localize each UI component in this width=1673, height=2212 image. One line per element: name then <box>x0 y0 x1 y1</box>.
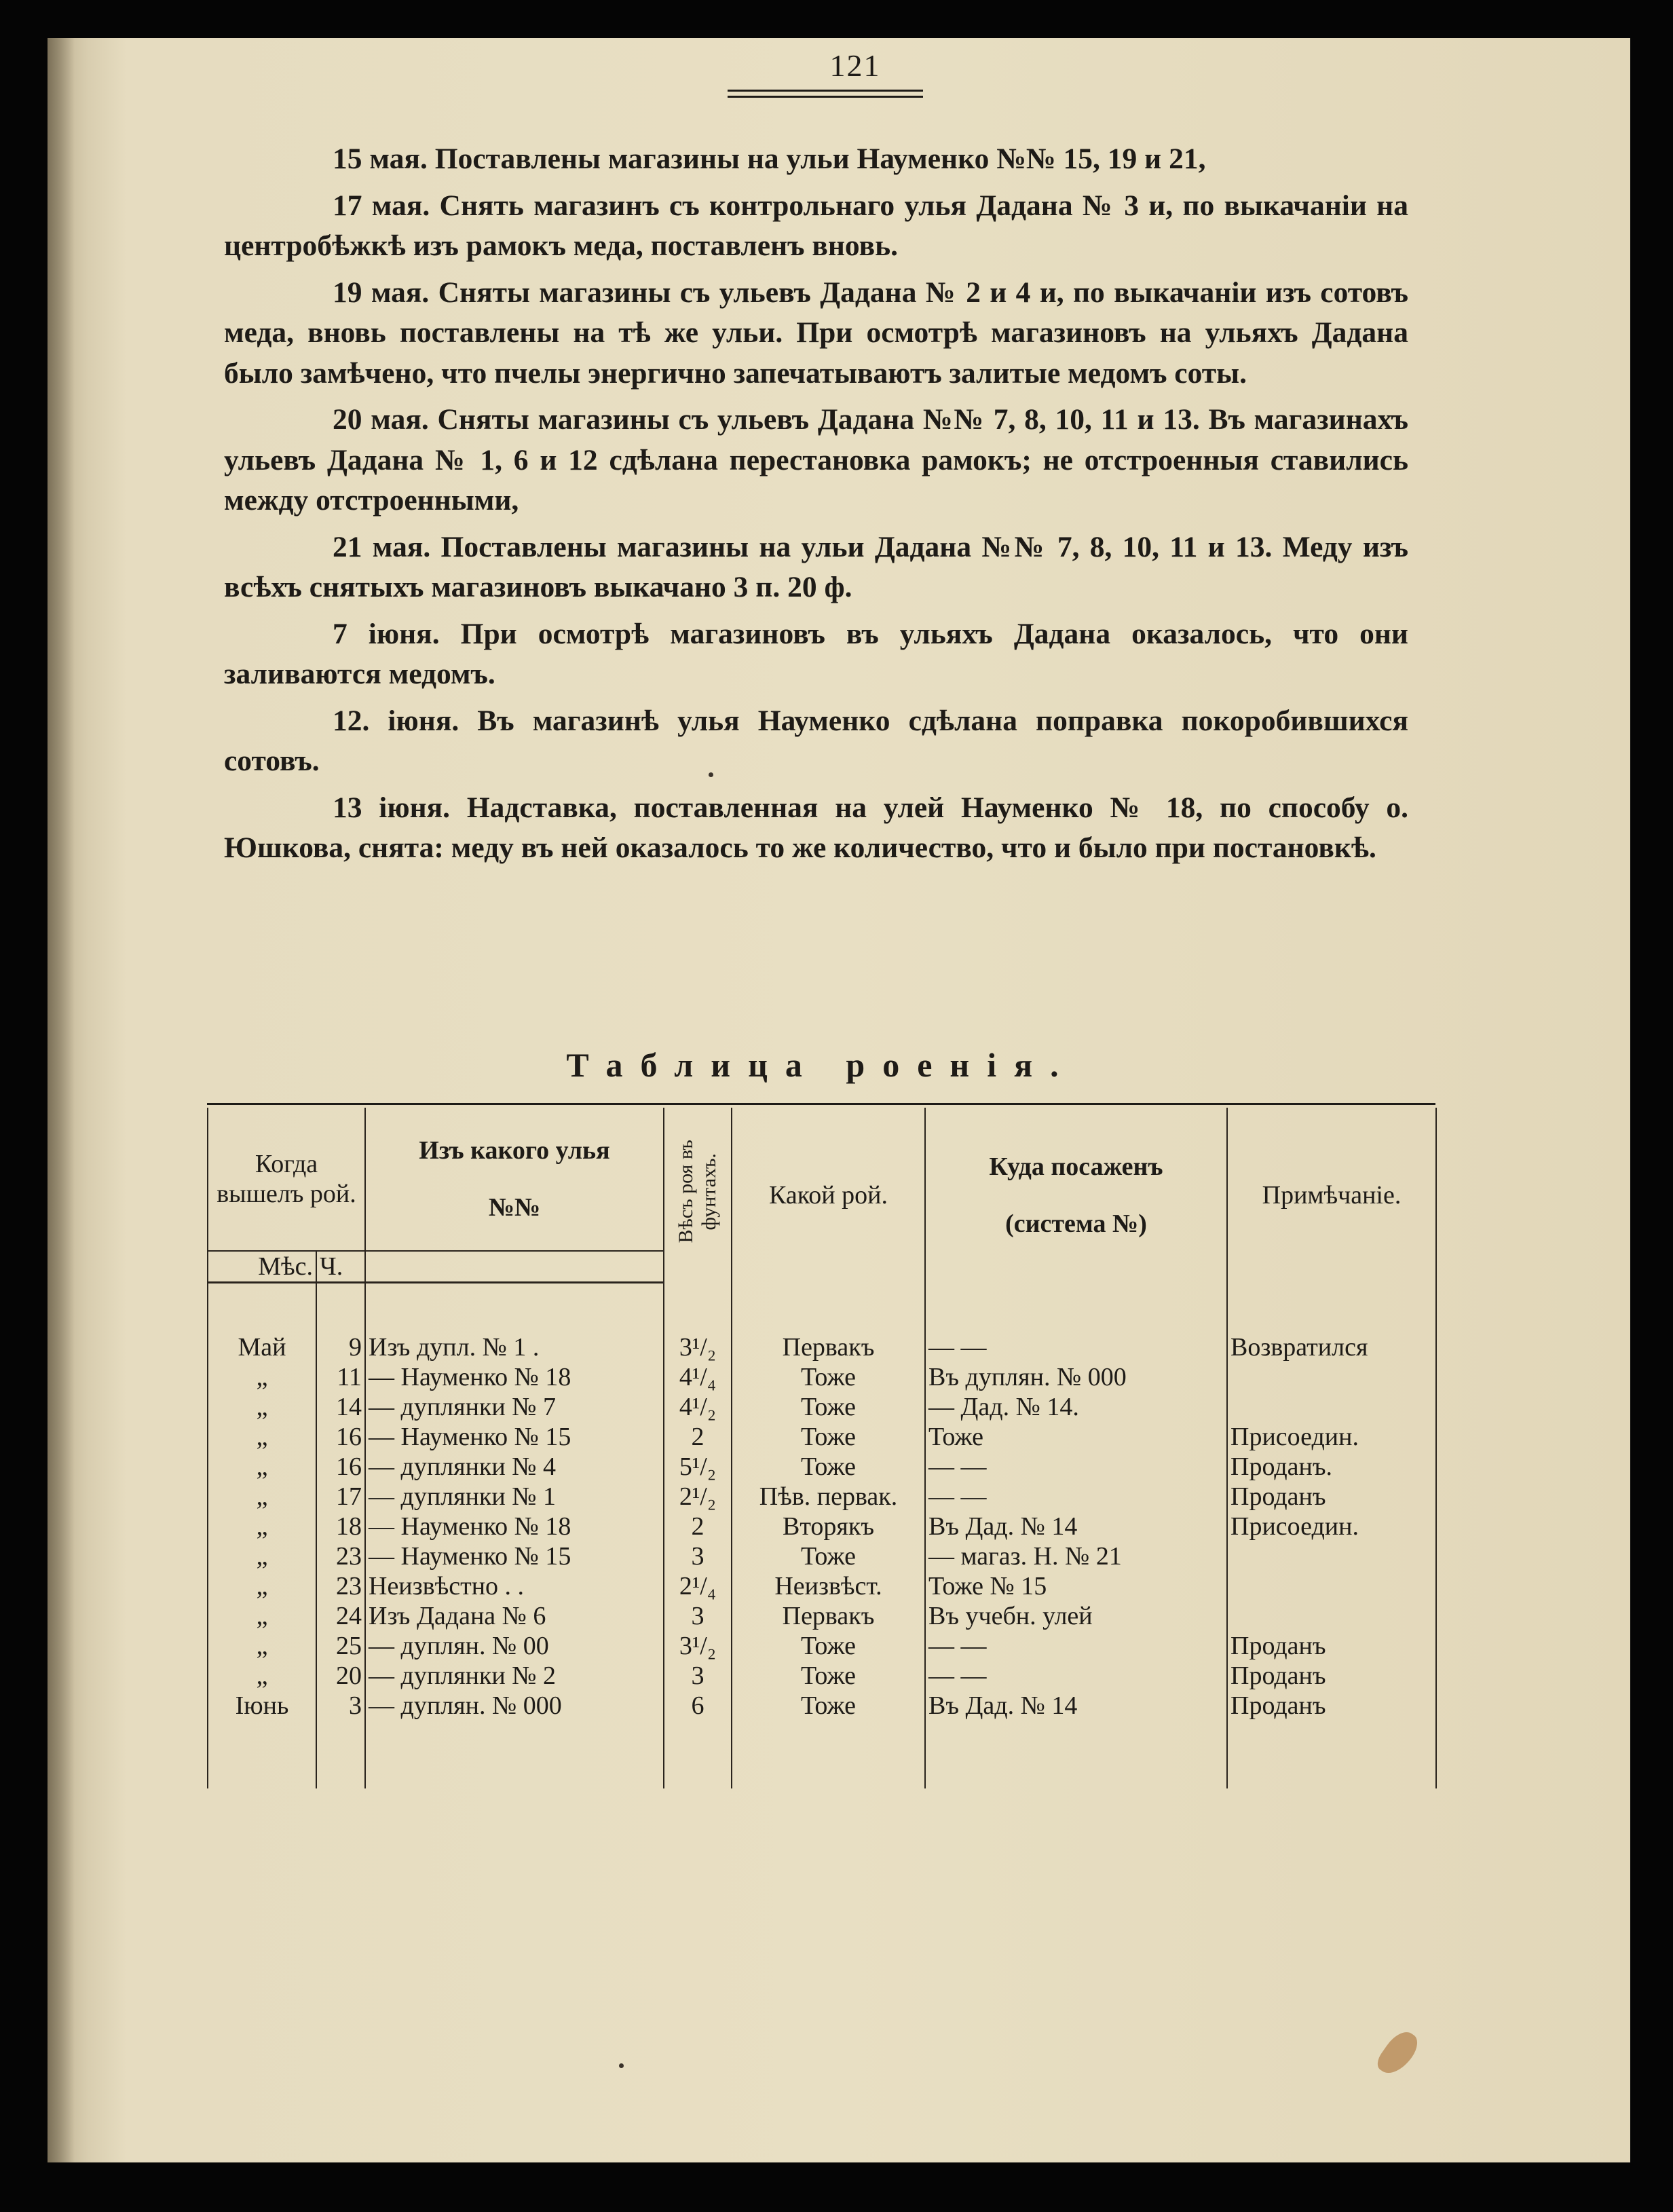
header-from-hive <box>365 1108 664 1251</box>
cell-destination: — — <box>925 1631 1227 1661</box>
table-row <box>208 1631 1436 1661</box>
cell-destination: Тоже № 15 <box>925 1571 1227 1601</box>
header-where-label: Куда посаженъ <box>989 1152 1163 1181</box>
paragraph: 21 мая. Поставлены магазины на ульи Дадана №№ 7, 8, 10, 11 и 13. Меду изъ всѣхъ снятыхъ магазиновъ выкачано 3 п. 20 ф. <box>224 530 1408 603</box>
cell-month: „ <box>208 1571 316 1601</box>
cell-note: Присоедин. <box>1227 1512 1436 1541</box>
cell-day: 3 <box>316 1691 365 1721</box>
table-row <box>208 1392 1436 1422</box>
cell-hive: — Науменко № 18 <box>365 1512 664 1541</box>
cell-day: 20 <box>316 1661 365 1691</box>
cell-note <box>1227 1362 1436 1392</box>
cell-swarm-type: Тоже <box>732 1362 925 1392</box>
cell-destination: — Дад. № 14. <box>925 1392 1227 1422</box>
table-title: Таблица роенiя. <box>566 1046 1076 1084</box>
cell-weight: 6 <box>664 1691 732 1721</box>
header-day: Ч. <box>316 1251 365 1283</box>
header-from-hive-sub: №№ <box>488 1193 541 1222</box>
cell-destination: — магаз. Н. № 21 <box>925 1541 1227 1571</box>
cell-month: „ <box>208 1601 316 1631</box>
cell-destination: Тоже <box>925 1422 1227 1452</box>
paragraph: 7 iюня. При осмотрѣ магазиновъ въ ульяхъ Дадана оказалось, что они заливаются медомъ. <box>224 617 1408 690</box>
cell-weight: 3¹/₂ <box>664 1631 732 1661</box>
header-weight <box>664 1108 732 1283</box>
cell-day: 14 <box>316 1392 365 1422</box>
table-row <box>208 1691 1436 1721</box>
table-row <box>208 1452 1436 1482</box>
cell-month: „ <box>208 1362 316 1392</box>
table-spacer <box>208 1283 1436 1333</box>
cell-note: Проданъ <box>1227 1631 1436 1661</box>
cell-hive: Изъ Дадана № 6 <box>365 1601 664 1631</box>
cell-month: „ <box>208 1482 316 1512</box>
cell-day: 25 <box>316 1631 365 1661</box>
cell-swarm-type: Тоже <box>732 1452 925 1482</box>
paragraph: 15 мая. Поставлены магазины на ульи Науменко №№ 15, 19 и 21, <box>333 143 1206 175</box>
table-row <box>208 1512 1436 1541</box>
cell-swarm-type: Тоже <box>732 1541 925 1571</box>
cell-day: 23 <box>316 1541 365 1571</box>
cell-day: 23 <box>316 1571 365 1601</box>
cell-hive: — дуплянки № 4 <box>365 1452 664 1482</box>
cell-swarm-type: Тоже <box>732 1422 925 1452</box>
paragraph: 12. iюня. Въ магазинѣ улья Науменко сдѣлана поправка покоробившихся сотовъ. <box>224 704 1408 777</box>
cell-swarm-type: Тоже <box>732 1392 925 1422</box>
header-when: Когда вышелъ рой. <box>208 1108 365 1251</box>
cell-destination: — — <box>925 1661 1227 1691</box>
cell-destination: — — <box>925 1452 1227 1482</box>
cell-destination: Въ Дад. № 14 <box>925 1691 1227 1721</box>
header-where-sub: (система №) <box>1005 1209 1147 1238</box>
cell-weight: 2 <box>664 1422 732 1452</box>
page-spine-shadow <box>48 38 75 2162</box>
cell-hive: — Науменко № 15 <box>365 1422 664 1452</box>
paragraph: 19 мая. Сняты магазины съ ульевъ Дадана № 2 и 4 и, по выкачанiи изъ сотовъ меда, вновь поставлены на тѣ же ульи. При осмотрѣ магазиновъ на ульяхъ Дадана было замѣчено, что пчелы энергично запечатываютъ залитые медомъ соты. <box>224 276 1408 390</box>
cell-swarm-type: Первакъ <box>732 1332 925 1362</box>
cell-note <box>1227 1601 1436 1631</box>
cell-weight: 4¹/₄ <box>664 1362 732 1392</box>
cell-month: „ <box>208 1392 316 1422</box>
cell-month: „ <box>208 1661 316 1691</box>
page-number-rule <box>728 96 923 98</box>
header-weight-label: Вѣсъ роя въ фунтахъ. <box>675 1140 720 1243</box>
cell-month: Iюнь <box>208 1691 316 1721</box>
table-row <box>208 1661 1436 1691</box>
ink-dot <box>709 772 713 777</box>
cell-day: 24 <box>316 1601 365 1631</box>
cell-hive: Неизвѣстно . . <box>365 1571 664 1601</box>
cell-swarm-type: Вторякъ <box>732 1512 925 1541</box>
cell-note: Проданъ <box>1227 1691 1436 1721</box>
cell-note: Проданъ <box>1227 1661 1436 1691</box>
page-number-rule <box>728 90 923 92</box>
cell-note: Проданъ <box>1227 1482 1436 1512</box>
cell-note: Проданъ. <box>1227 1452 1436 1482</box>
paragraph: 20 мая. Сняты магазины съ ульевъ Дадана №№ 7, 8, 10, 11 и 13. Въ магазинахъ ульевъ Дадана № 1, 6 и 12 сдѣлана перестановка рамокъ; не отстроенныя ставились между отстроенными, <box>224 403 1408 517</box>
cell-hive: — Науменко № 18 <box>365 1362 664 1392</box>
cell-weight: 3¹/₂ <box>664 1332 732 1362</box>
cell-weight: 5¹/₂ <box>664 1452 732 1482</box>
cell-note <box>1227 1541 1436 1571</box>
cell-note: Присоедин. <box>1227 1422 1436 1452</box>
cell-swarm-type: Первакъ <box>732 1601 925 1631</box>
cell-month: „ <box>208 1631 316 1661</box>
table-row <box>208 1482 1436 1512</box>
paragraph: 17 мая. Снять магазинъ съ контрольнаго улья Дадана № 3 и, по выкачанiи на центробѣжкѣ изъ рамокъ меда, поставленъ вновь. <box>224 189 1408 262</box>
page-number: 121 <box>829 48 881 83</box>
table-row <box>208 1332 1436 1362</box>
cell-note: Возвратился <box>1227 1332 1436 1362</box>
cell-hive: — дуплянки № 7 <box>365 1392 664 1422</box>
cell-note <box>1227 1571 1436 1601</box>
cell-month: Май <box>208 1332 316 1362</box>
cell-destination: — — <box>925 1482 1227 1512</box>
cell-hive: Изъ дупл. № 1 . <box>365 1332 664 1362</box>
cell-weight: 2 <box>664 1512 732 1541</box>
cell-hive: — дуплян. № 00 <box>365 1631 664 1661</box>
cell-month: „ <box>208 1512 316 1541</box>
cell-hive: — Науменко № 15 <box>365 1541 664 1571</box>
cell-day: 18 <box>316 1512 365 1541</box>
cell-weight: 3 <box>664 1601 732 1631</box>
cell-swarm-type: Пѣв. первак. <box>732 1482 925 1512</box>
cell-day: 11 <box>316 1362 365 1392</box>
cell-destination: — — <box>925 1332 1227 1362</box>
swarming-table <box>207 1108 1437 1788</box>
cell-month: „ <box>208 1422 316 1452</box>
table-row <box>208 1571 1436 1601</box>
body-text <box>224 139 1408 875</box>
cell-hive: — дуплянки № 2 <box>365 1661 664 1691</box>
cell-weight: 4¹/₂ <box>664 1392 732 1422</box>
cell-weight: 3 <box>664 1661 732 1691</box>
ink-dot <box>619 2063 624 2068</box>
cell-day: 16 <box>316 1452 365 1482</box>
cell-month: „ <box>208 1452 316 1482</box>
table-row <box>208 1541 1436 1571</box>
cell-swarm-type: Тоже <box>732 1691 925 1721</box>
table-row <box>208 1601 1436 1631</box>
header-swarm-type: Какой рой. <box>732 1108 925 1283</box>
cell-weight: 2¹/₂ <box>664 1482 732 1512</box>
cell-destination: Въ Дад. № 14 <box>925 1512 1227 1541</box>
cell-day: 9 <box>316 1332 365 1362</box>
table-top-rule <box>207 1103 1435 1105</box>
paragraph: 13 iюня. Надставка, поставленная на улей Науменко № 18, по способу о. Юшкова, снята: меду въ ней оказалось то же количество, что и было при постановкѣ. <box>224 791 1408 864</box>
cell-weight: 3 <box>664 1541 732 1571</box>
header-where <box>925 1108 1227 1283</box>
cell-note <box>1227 1392 1436 1422</box>
header-empty <box>365 1251 664 1283</box>
table-row <box>208 1422 1436 1452</box>
cell-destination: Въ дуплян. № 000 <box>925 1362 1227 1392</box>
cell-hive: — дуплянки № 1 <box>365 1482 664 1512</box>
table-header-row <box>208 1108 1436 1251</box>
header-note: Примѣчанiе. <box>1227 1108 1436 1283</box>
header-month: Мѣс. <box>208 1251 316 1283</box>
cell-month: „ <box>208 1541 316 1571</box>
cell-day: 16 <box>316 1422 365 1452</box>
cell-swarm-type: Неизвѣст. <box>732 1571 925 1601</box>
cell-destination: Въ учебн. улей <box>925 1601 1227 1631</box>
table-row <box>208 1362 1436 1392</box>
cell-swarm-type: Тоже <box>732 1631 925 1661</box>
cell-weight: 2¹/₄ <box>664 1571 732 1601</box>
cell-hive: — дуплян. № 000 <box>365 1691 664 1721</box>
header-from-hive-label: Изъ какого улья <box>419 1136 610 1165</box>
cell-day: 17 <box>316 1482 365 1512</box>
table-bottom-spacer <box>208 1721 1436 1788</box>
cell-swarm-type: Тоже <box>732 1661 925 1691</box>
